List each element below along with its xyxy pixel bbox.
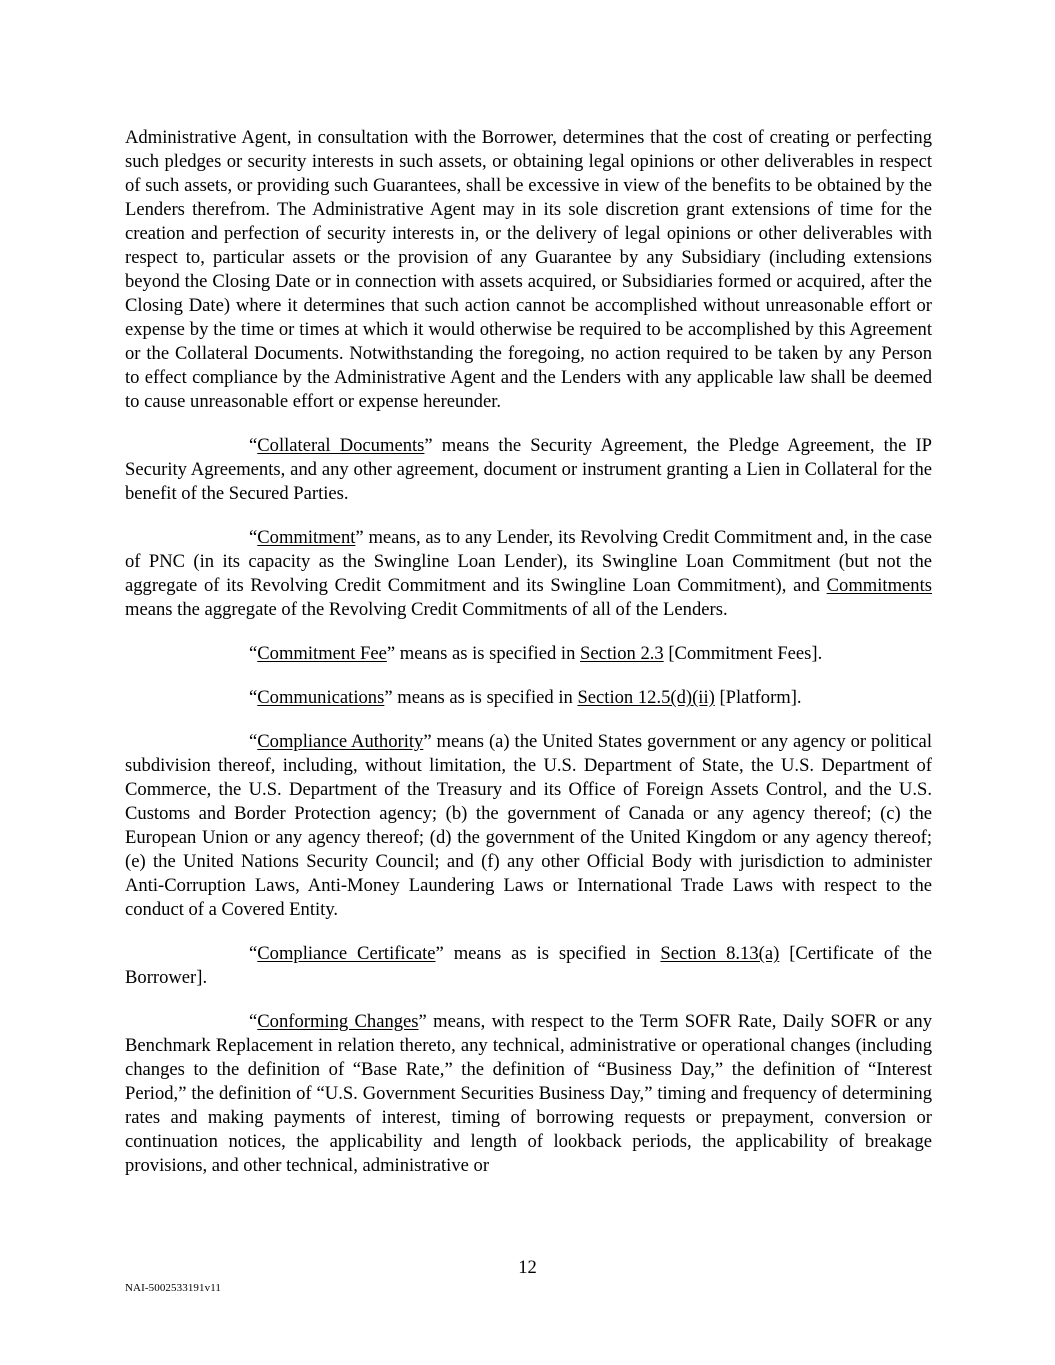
open-quote: “ <box>249 643 258 664</box>
document-id: NAI-5002533191v11 <box>125 1282 222 1294</box>
definition-text: [Certificate of the Borrower]. <box>125 943 932 988</box>
paragraph-text: Administrative Agent, in consultation with the Borrower, determines that the cost of creating or perfecting such pledges or security interests in such assets, or obtaining legal opinions or other deliverables in respect of such assets, or providing such Guarantees, shall be excessive in view of the benefits to be obtained by the Lenders therefrom. The Administrative Agent may in its sole discretion grant extensions of time for the creation and perfection of security interests in, or the delivery of legal opinions or other deliverables with respect to, particular assets or the provision of any Guarantee by any Subsidiary (including extensions beyond the Closing Date or in connection with assets acquired, or Subsidiaries formed or acquired, after the Closing Date) where it determines that such action cannot be accomplished without unreasonable effort or expense by the time or times at which it would otherwise be required to be accomplished by this Agreement or the Collateral Documents. Notwithstanding the foregoing, no action required to be taken by any Person to effect compliance by the Administrative Agent and the Lenders with any applicable law shall be deemed to cause unreasonable effort or expense hereunder. <box>125 127 932 412</box>
open-quote: “ <box>249 731 258 752</box>
definition-text: ” means the Security Agreement, the Pledge Agreement, the IP Security Agreements, and any other agreement, document or instrument granting a Lien in Collateral for the benefit of the Secured Parties. <box>125 435 932 504</box>
definition-communications <box>125 686 932 710</box>
open-quote: “ <box>249 435 258 456</box>
defined-term: Commitment Fee <box>257 643 387 664</box>
open-quote: “ <box>249 687 258 708</box>
definition-text: [Platform]. <box>714 687 802 708</box>
definition-collateral-documents <box>125 434 932 506</box>
defined-term: Compliance Certificate <box>257 943 436 964</box>
definition-text: ” means as is specified in <box>384 687 578 708</box>
open-quote: “ <box>249 1011 258 1032</box>
open-quote: “ <box>249 943 258 964</box>
page-number: 12 <box>518 1257 537 1278</box>
paragraph <box>125 126 932 414</box>
definition-text: ” means, with respect to the Term SOFR Rate, Daily SOFR or any Benchmark Replacement in relation thereto, any technical, administrative or operational changes (including changes to the definition of “Base Rate,” the definition of “Business Day,” the definition of “Interest Period,” the definition of “U.S. Government Securities Business Day,” timing and frequency of determining rates and making payments of interest, timing of borrowing requests or prepayment, conversion or continuation notices, the applicability and length of lookback periods, the applicability of breakage provisions, and other technical, administrative or <box>125 1011 932 1176</box>
definition-text: ” means as is specified in <box>435 943 661 964</box>
section-reference: Section 2.3 <box>580 643 664 664</box>
open-quote: “ <box>249 527 258 548</box>
definition-commitment-fee <box>125 642 932 666</box>
section-reference: Section 8.13(a) <box>660 943 780 964</box>
definition-compliance-authority <box>125 730 932 922</box>
definition-commitment <box>125 526 932 622</box>
definition-compliance-certificate <box>125 942 932 990</box>
definition-text: ” means as is specified in <box>386 643 581 664</box>
defined-term: Collateral Documents <box>257 435 425 456</box>
document-body <box>125 126 932 1198</box>
defined-term: Compliance Authority <box>257 731 424 752</box>
defined-term: Commitment <box>257 527 356 548</box>
defined-term: Communications <box>257 687 385 708</box>
definition-text: ” means, as to any Lender, its Revolving Credit Commitment and, in the case of PNC (in its capacity as the Swingline Loan Lender), its Swingline Loan Commitment (but not the aggregate of its Revolving Credit Commitment and its Swingline Loan Commitment), and <box>125 527 932 596</box>
definition-text: means the aggregate of the Revolving Credit Commitments of all of the Lenders. <box>125 599 728 620</box>
section-reference: Section 12.5(d)(ii) <box>577 687 715 708</box>
definition-text: [Commitment Fees]. <box>663 643 823 664</box>
definition-conforming-changes <box>125 1010 932 1178</box>
definition-text: ” means (a) the United States government or any agency or political subdivision thereof, including, without limitation, the U.S. Department of State, the U.S. Department of Commerce, the U.S. Department of the Treasury and its Office of Foreign Assets Control, and the U.S. Customs and Border Protection agency; (b) the government of Canada or any agency thereof; (c) the European Union or any agency thereof; (d) the government of the United Kingdom or any agency thereof; (e) the United Nations Security Council; and (f) any other Official Body with jurisdiction to administer Anti-Corruption Laws, Anti-Money Laundering Laws or International Trade Laws with respect to the conduct of a Covered Entity. <box>125 731 932 920</box>
defined-term: Conforming Changes <box>257 1011 419 1032</box>
defined-term: Commitments <box>826 575 932 596</box>
